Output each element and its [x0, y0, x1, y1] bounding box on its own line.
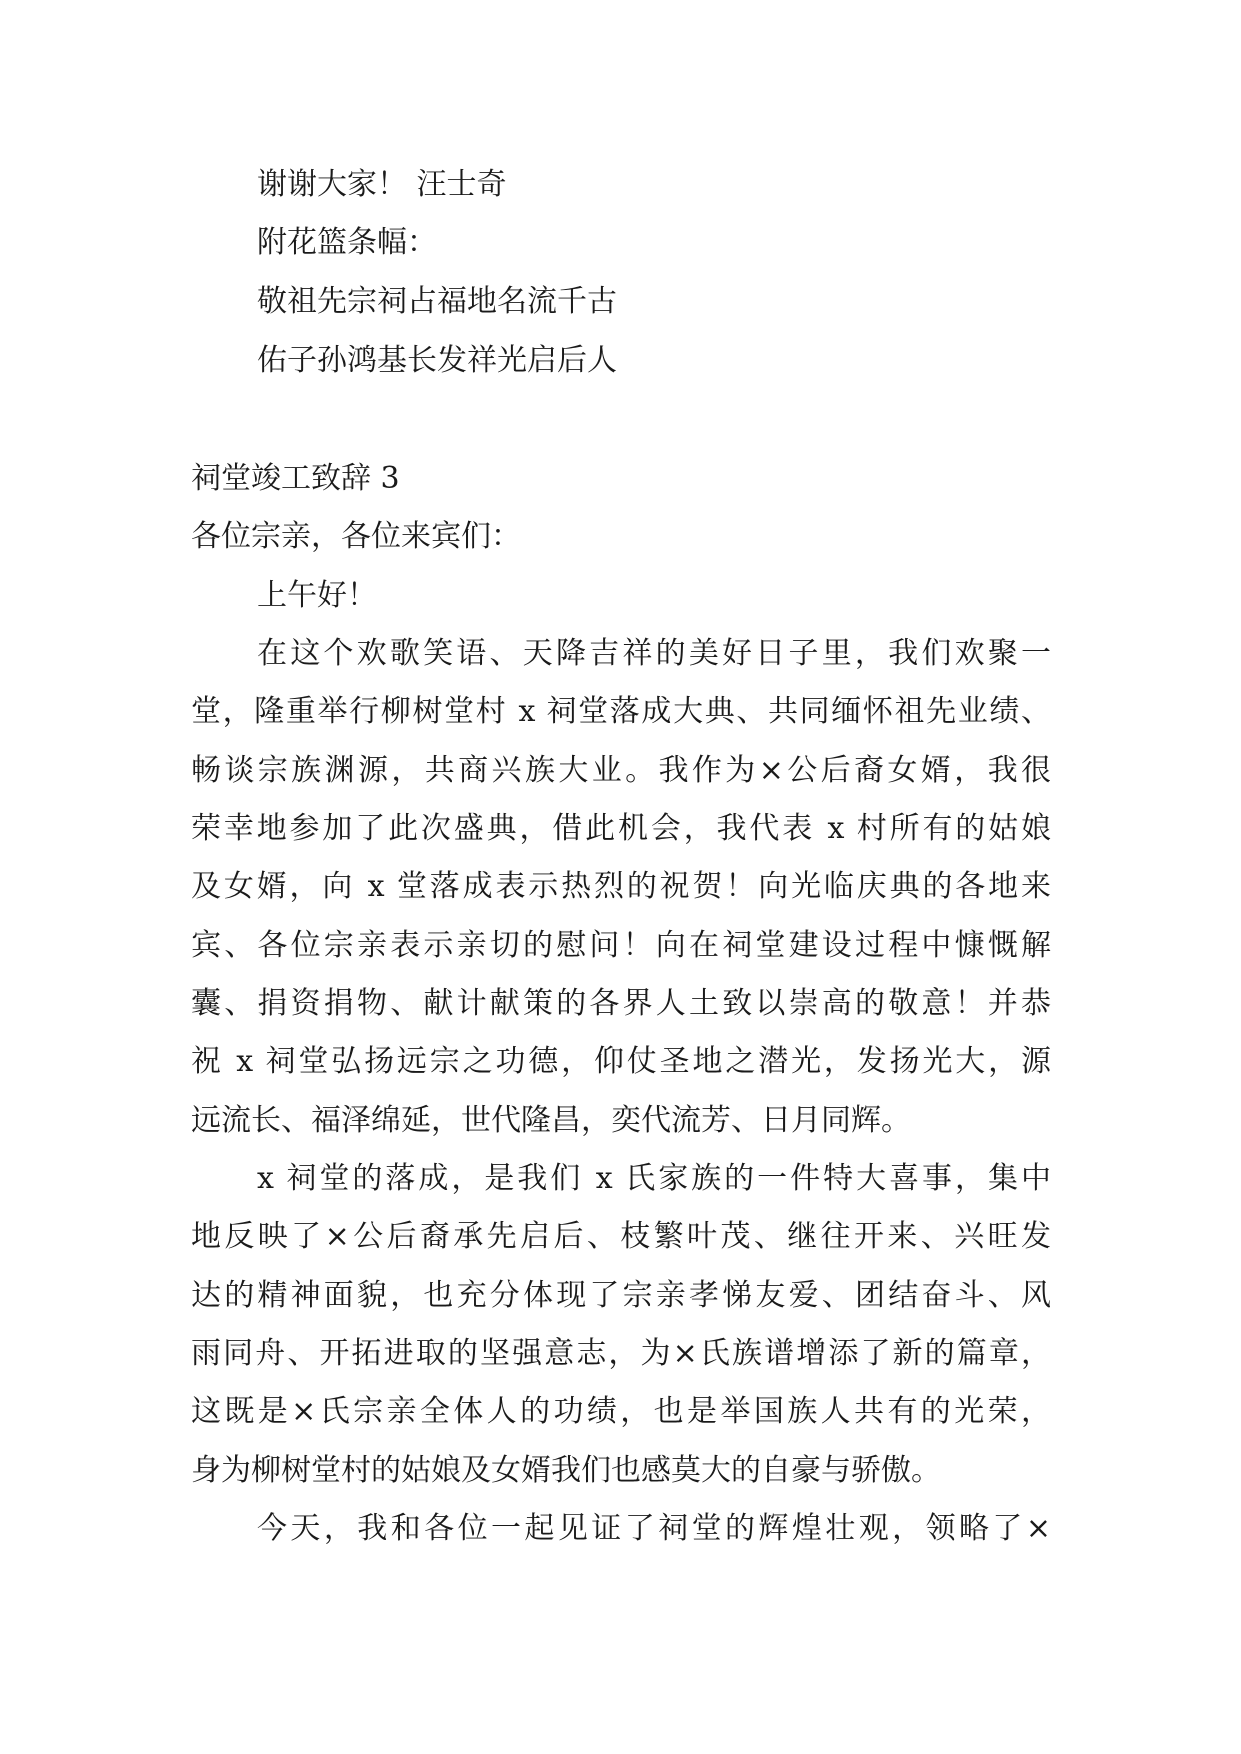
paragraph-2-line-4: 雨同舟、开拓进取的坚强意志，为×氏族谱增添了新的篇章，	[191, 1336, 1051, 1371]
section-title: 祠堂竣工致辞 3	[191, 461, 400, 496]
paragraph-1-line-9: 远流长、福泽绵延，世代隆昌，奕代流芳、日月同辉。	[191, 1103, 911, 1138]
paragraph-1-line-6: 宾、各位宗亲表示亲切的慰问！向在祠堂建设过程中慷慨解	[191, 928, 1051, 963]
appendix-label: 附花篮条幅：	[257, 225, 437, 260]
paragraph-2-line-6: 身为柳树堂村的姑娘及女婿我们也感莫大的自豪与骄傲。	[191, 1453, 941, 1488]
paragraph-2-line-3: 达的精神面貌，也充分体现了宗亲孝悌友爱、团结奋斗、风	[191, 1278, 1051, 1313]
paragraph-2-line-5: 这既是×氏宗亲全体人的功绩，也是举国族人共有的光荣，	[191, 1394, 1051, 1429]
couplet-line-1: 敬祖先宗祠占福地名流千古	[257, 284, 617, 319]
paragraph-3-line-1: 今天，我和各位一起见证了祠堂的辉煌壮观，领略了×	[257, 1511, 1051, 1546]
salutation: 各位宗亲，各位来宾们：	[191, 519, 521, 554]
paragraph-2-line-2: 地反映了×公后裔承先启后、枝繁叶茂、继往开来、兴旺发	[191, 1219, 1051, 1254]
paragraph-2-line-1: x 祠堂的落成，是我们 x 氏家族的一件特大喜事，集中	[257, 1161, 1051, 1196]
thanks-signature: 谢谢大家！ 汪士奇	[257, 167, 507, 202]
paragraph-1-line-3: 畅谈宗族渊源，共商兴族大业。我作为×公后裔女婿，我很	[191, 753, 1051, 788]
paragraph-1-line-7: 囊、捐资捐物、献计献策的各界人土致以崇高的敬意！并恭	[191, 986, 1051, 1021]
greeting: 上午好！	[257, 578, 377, 613]
paragraph-1-line-2: 堂，隆重举行柳树堂村 x 祠堂落成大典、共同缅怀祖先业绩、	[191, 694, 1051, 729]
paragraph-1-line-5: 及女婿，向 x 堂落成表示热烈的祝贺！向光临庆典的各地来	[191, 869, 1051, 904]
paragraph-1-line-8: 祝 x 祠堂弘扬远宗之功德，仰仗圣地之潜光，发扬光大，源	[191, 1044, 1051, 1079]
couplet-line-2: 佑子孙鸿基长发祥光启后人	[257, 343, 617, 378]
paragraph-1-line-1: 在这个欢歌笑语、天降吉祥的美好日子里，我们欢聚一	[257, 636, 1051, 671]
paragraph-1-line-4: 荣幸地参加了此次盛典，借此机会，我代表 x 村所有的姑娘	[191, 811, 1051, 846]
